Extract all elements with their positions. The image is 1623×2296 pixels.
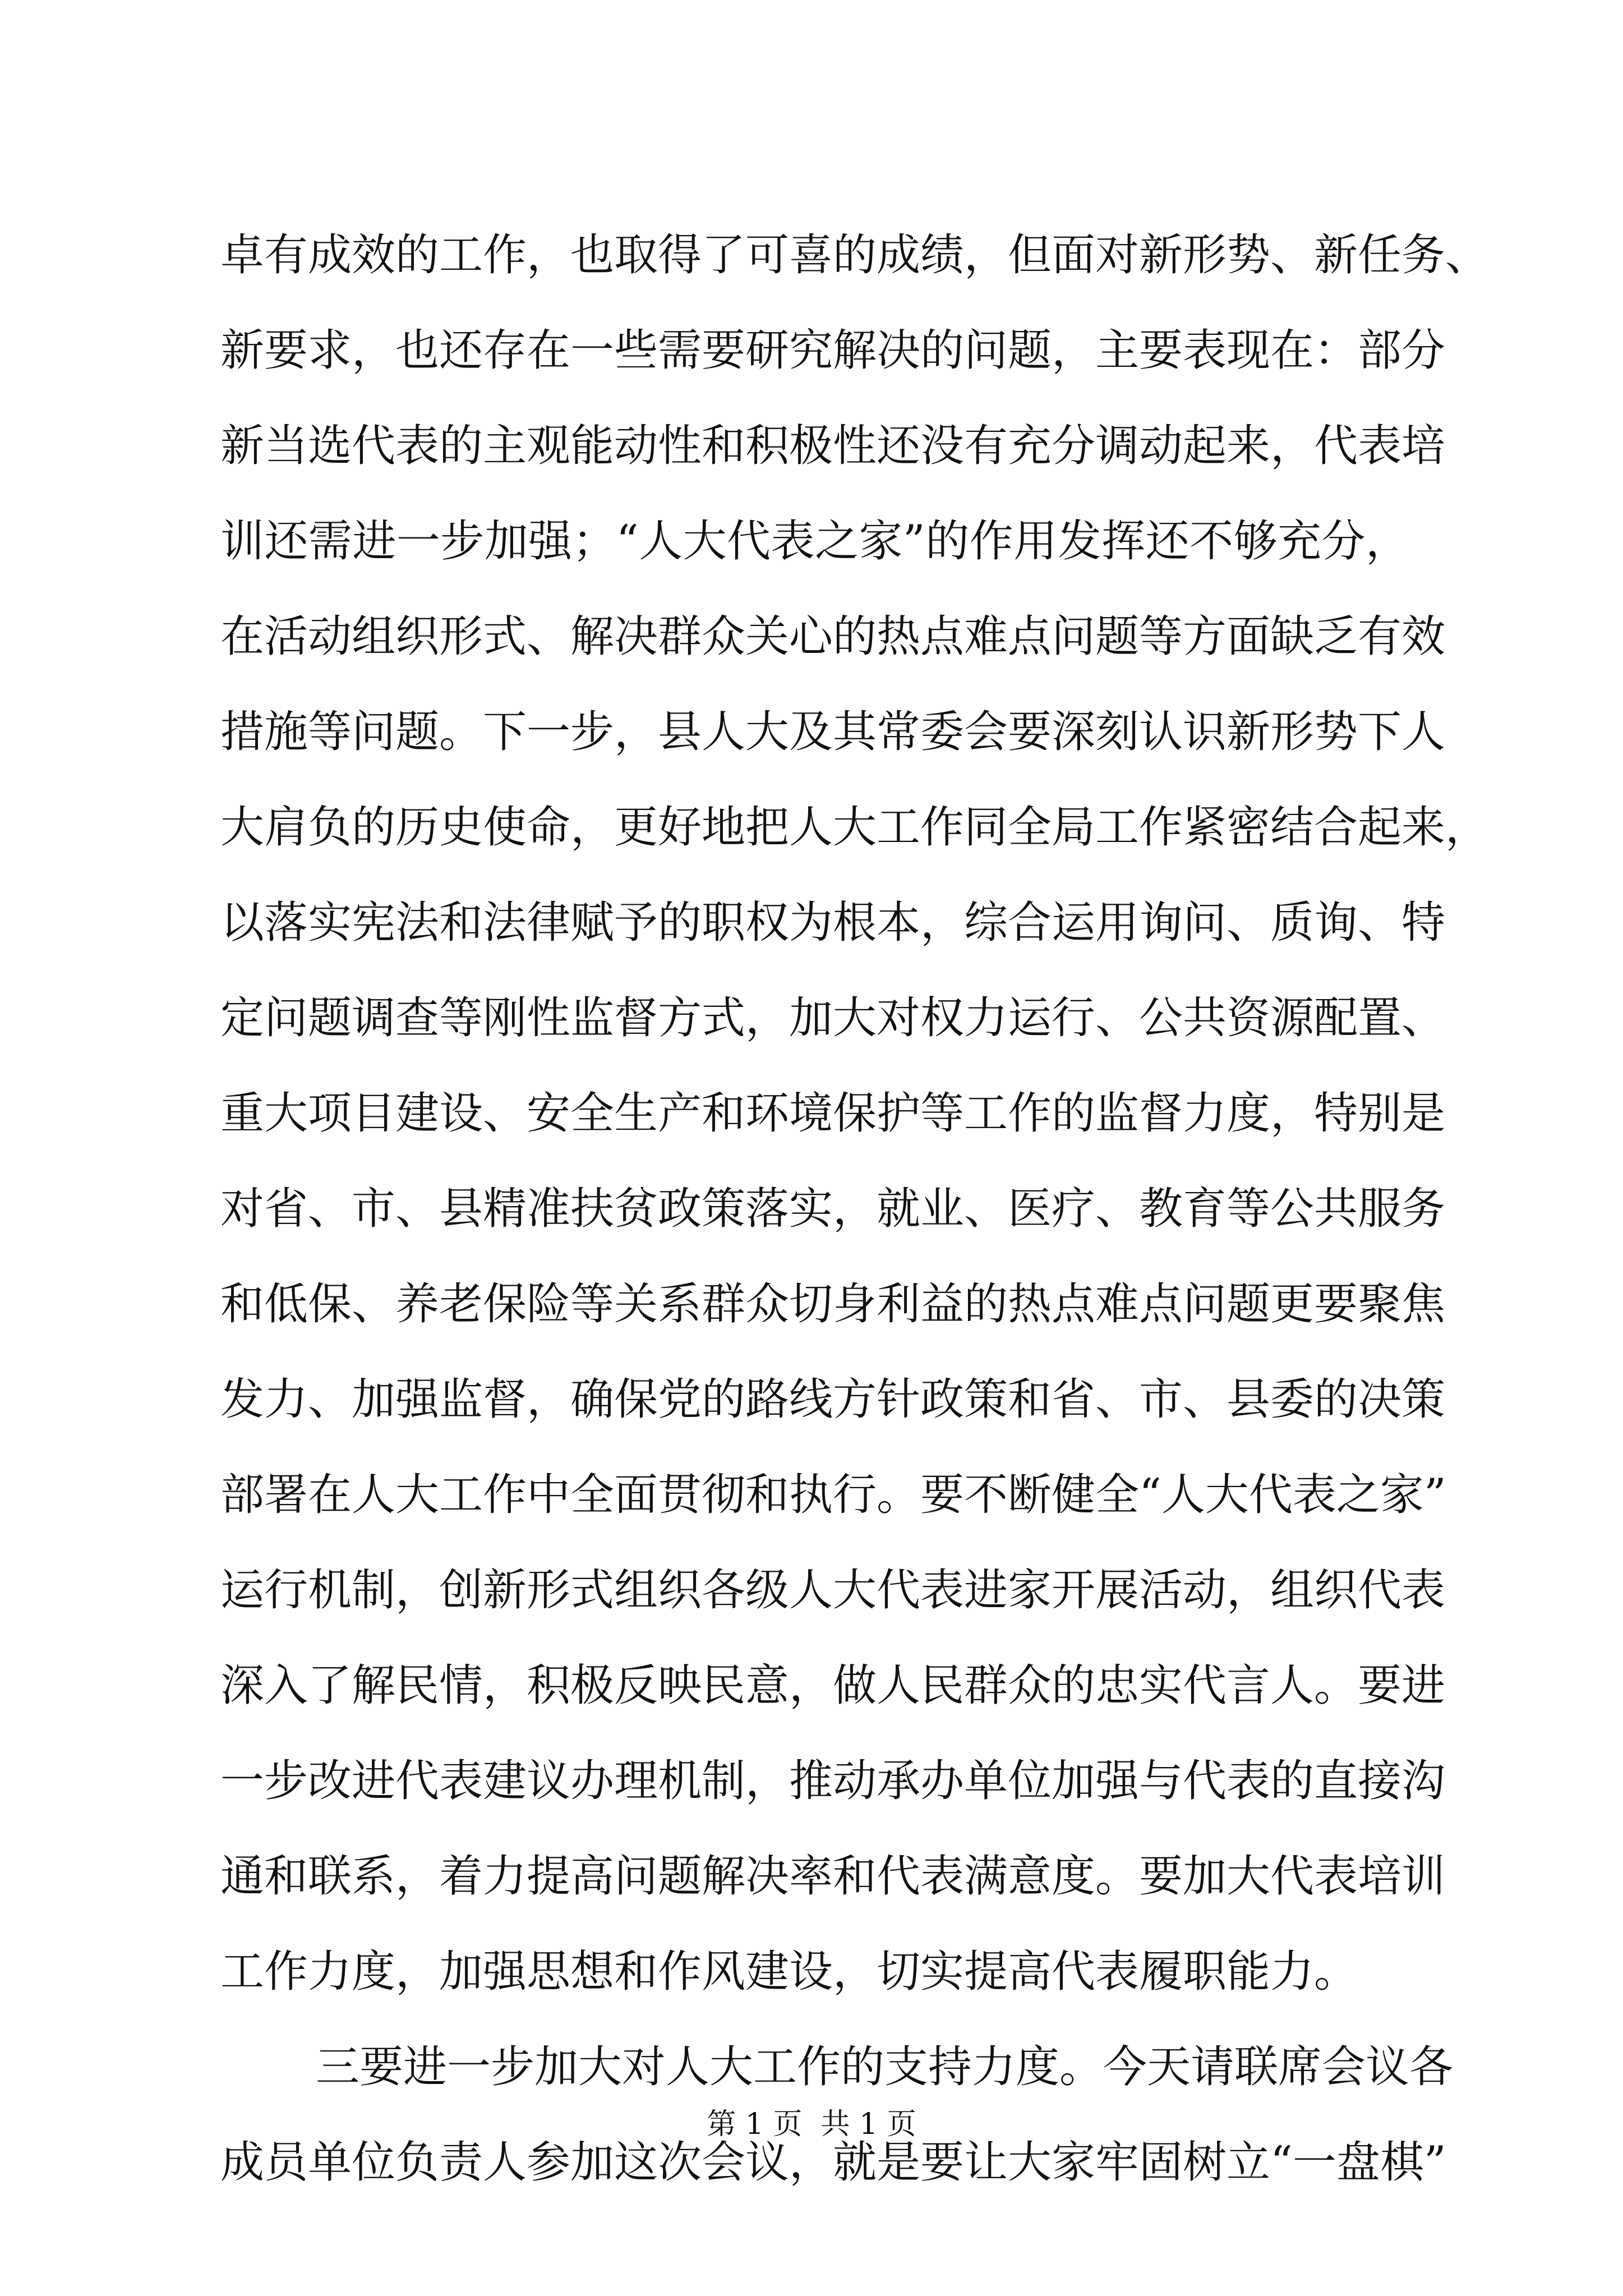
text-line: 定问题调查等刚性监督方式，加大对权力运行、公共资源配置、 bbox=[220, 993, 1446, 1043]
text-line: 在活动组织形式、解决群众关心的热点难点问题等方面缺乏有效 bbox=[220, 611, 1446, 662]
page-footer bbox=[0, 2105, 1623, 2144]
text-line: 运行机制，创新形式组织各级人大代表进家开展活动，组织代表 bbox=[220, 1565, 1446, 1616]
page-number-label: 第 1 页 共 1 页 bbox=[707, 2108, 916, 2141]
text-line: 以落实宪法和法律赋予的职权为根本，综合运用询问、质询、特 bbox=[220, 898, 1446, 948]
text-line: 新当选代表的主观能动性和积极性还没有充分调动起来，代表培 bbox=[220, 421, 1446, 471]
body-text bbox=[220, 208, 1490, 2210]
text-line: 和低保、养老保险等关系群众切身利益的热点难点问题更要聚焦 bbox=[220, 1279, 1446, 1329]
text-line: 训还需进一步加强；“人大代表之家”的作用发挥还不够充分， bbox=[220, 516, 1409, 567]
text-line: 深入了解民情，积极反映民意，做人民群众的忠实代言人。要进 bbox=[220, 1660, 1446, 1711]
text-line: 对省、市、县精准扶贫政策落实，就业、医疗、教育等公共服务 bbox=[220, 1184, 1446, 1234]
text-line: 成员单位负责人参加这次会议，就是要让大家牢固树立“一盘棋” bbox=[220, 2137, 1446, 2188]
paragraph-end-line: 工作力度，加强思想和作风建设，切实提高代表履职能力。 bbox=[220, 1947, 1358, 1997]
text-line: 部署在人大工作中全面贯彻和执行。要不断健全“人大代表之家” bbox=[220, 1470, 1446, 1520]
text-line: 大肩负的历史使命，更好地把人大工作同全局工作紧密结合起来， bbox=[220, 802, 1490, 853]
text-line: 措施等问题。下一步，县人大及其常委会要深刻认识新形势下人 bbox=[220, 707, 1446, 757]
text-line: 通和联系，着力提高问题解决率和代表满意度。要加大代表培训 bbox=[220, 1851, 1446, 1902]
text-line: 重大项目建设、安全生产和环境保护等工作的监督力度，特别是 bbox=[220, 1088, 1446, 1139]
text-line: 一步改进代表建议办理机制，推动承办单位加强与代表的直接沟 bbox=[220, 1756, 1446, 1806]
text-line: 发力、加强监督，确保党的路线方针政策和省、市、县委的决策 bbox=[220, 1374, 1446, 1425]
paragraph-start-line: 三要进一步加大对人大工作的支持力度。今天请联席会议各 bbox=[316, 2042, 1454, 2092]
text-line: 卓有成效的工作，也取得了可喜的成绩，但面对新形势、新任务、 bbox=[220, 230, 1490, 280]
text-line: 新要求，也还存在一些需要研究解决的问题，主要表现在：部分 bbox=[220, 325, 1446, 376]
